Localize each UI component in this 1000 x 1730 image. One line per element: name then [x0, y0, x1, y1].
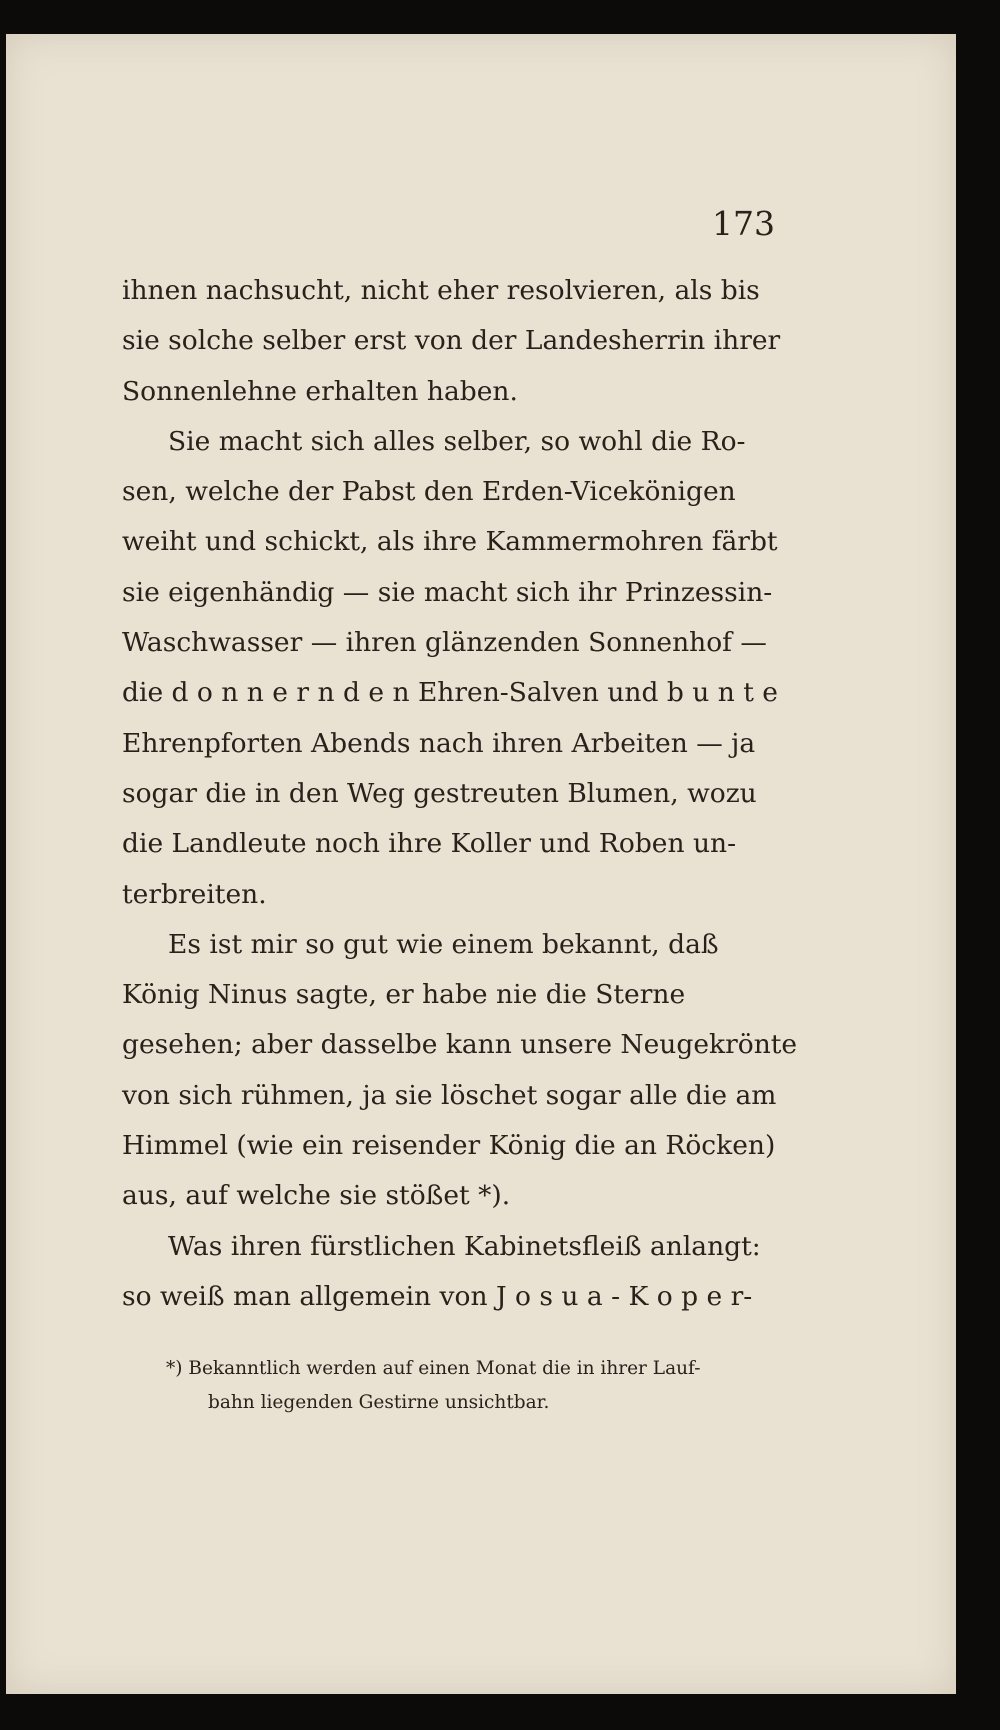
text-line: die Landleute noch ihre Koller und Roben un-	[122, 828, 737, 860]
text-line: sie eigenhändig — sie macht sich ihr Prinzessin-	[122, 576, 773, 608]
text-line: von sich rühmen, ja sie löschet sogar alle die am	[122, 1079, 777, 1111]
text-line: so weiß man allgemein von J o s u a - K o p e r-	[122, 1280, 753, 1312]
text-line: Sie macht sich alles selber, so wohl die Ro-	[168, 425, 746, 457]
text-line: sogar die in den Weg gestreuten Blumen, wozu	[122, 777, 757, 809]
body-text	[122, 266, 798, 1322]
text-line: Es ist mir so gut wie einem bekannt, daß	[168, 928, 719, 960]
footnote-line: bahn liegenden Gestirne unsichtbar.	[208, 1392, 550, 1413]
text-line: König Ninus sagte, er habe nie die Sterne	[122, 979, 686, 1011]
text-line: die d o n n e r n d e n Ehren-Salven und b u n t e	[122, 677, 778, 709]
footnote	[166, 1352, 786, 1420]
book-page	[6, 34, 956, 1694]
text-line: Himmel (wie ein reisender König die an Röcken)	[122, 1130, 776, 1162]
text-line: ihnen nachsucht, nicht eher resolvieren, als bis	[122, 275, 760, 306]
text-line: gesehen; aber dasselbe kann unsere Neugekrönte	[122, 1029, 798, 1061]
text-line: aus, auf welche sie stößet *).	[122, 1180, 511, 1212]
text-line: terbreiten.	[122, 878, 267, 910]
text-line: weiht und schickt, als ihre Kammermohren färbt	[122, 526, 778, 558]
text-line: Sonnenlehne erhalten haben.	[122, 375, 518, 407]
page-number: 173	[712, 204, 775, 243]
text-line: Ehrenpforten Abends nach ihren Arbeiten — ja	[122, 727, 756, 759]
text-line: Waschwasser — ihren glänzenden Sonnenhof —	[122, 627, 767, 659]
text-line: sen, welche der Pabst den Erden-Vicekönigen	[122, 476, 736, 508]
text-line: sie solche selber erst von der Landesherrin ihrer	[122, 325, 781, 357]
text-line: Was ihren fürstlichen Kabinetsfleiß anlangt:	[168, 1230, 761, 1262]
footnote-line: *) Bekanntlich werden auf einen Monat die in ihrer Lauf-	[166, 1358, 701, 1379]
